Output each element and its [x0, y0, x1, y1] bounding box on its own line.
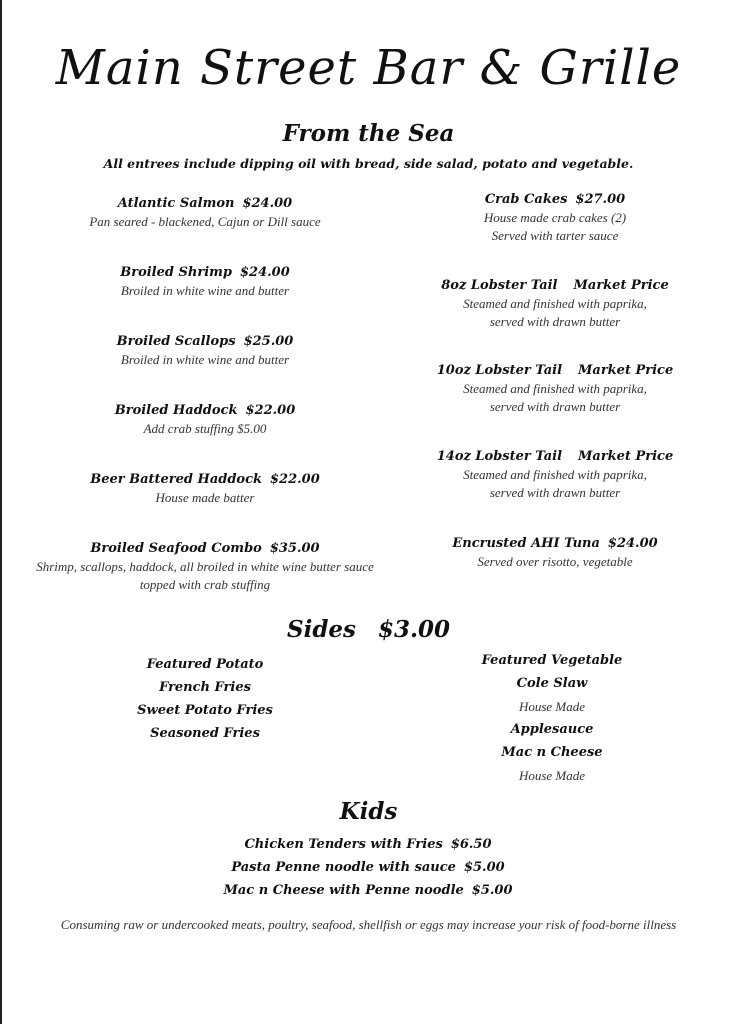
menu-item [410, 535, 700, 571]
menu-item [30, 540, 380, 594]
item-price: $27.00 [575, 192, 626, 207]
side-item: Sweet Potato Fries [137, 703, 273, 718]
side-item: Featured Vegetable [481, 653, 623, 668]
side-item: Cole Slaw [516, 676, 588, 691]
item-price: $5.00 [471, 883, 513, 898]
item-name: Encrusted AHI Tuna [452, 536, 600, 551]
item-description: Broiled in white wine and butter [120, 352, 290, 367]
side-item-note: House Made [518, 768, 586, 783]
item-price: $24.00 [607, 536, 658, 551]
item-name: 8oz Lobster Tail [441, 278, 558, 293]
item-price: $22.00 [245, 403, 296, 418]
item-description: Add crab stuffing $5.00 [143, 421, 267, 436]
item-description: served with drawn butter [489, 314, 621, 329]
menu-item [60, 333, 350, 369]
item-name: Broiled Haddock [114, 403, 238, 418]
sides-right-list [452, 649, 652, 787]
side-item: Mac n Cheese [501, 745, 603, 760]
menu-item [410, 277, 700, 331]
sea-heading: From the Sea [282, 120, 455, 147]
side-item: Featured Potato [146, 657, 264, 672]
scan-edge-line [0, 0, 2, 1024]
side-item: Seasoned Fries [150, 726, 260, 741]
item-name: Pasta Penne noodle with sauce [231, 860, 456, 875]
item-name: Beer Battered Haddock [90, 472, 263, 487]
menu-item [60, 471, 350, 507]
item-name: Mac n Cheese with Penne noodle [223, 883, 464, 898]
side-item-note: House Made [518, 699, 586, 714]
menu-item [410, 448, 700, 502]
item-name: Broiled Scallops [116, 334, 236, 349]
item-description: House made batter [155, 490, 255, 505]
kids-item [168, 856, 568, 879]
sides-heading [0, 616, 737, 643]
item-name: 14oz Lobster Tail [436, 449, 563, 464]
item-price: Market Price [578, 449, 674, 464]
menu-item [410, 191, 700, 245]
item-description: Broiled in white wine and butter [120, 283, 290, 298]
item-price: $25.00 [243, 334, 294, 349]
menu-item [60, 402, 350, 438]
item-description: Shrimp, scallops, haddock, all broiled in white wine butter sauce [36, 559, 374, 574]
item-price: $24.00 [242, 196, 293, 211]
item-name: Broiled Seafood Combo [90, 541, 262, 556]
sea-subtitle: All entrees include dipping oil with bread, side salad, potato and vegetable. [103, 156, 634, 171]
kids-item [168, 833, 568, 856]
item-name: Chicken Tenders with Fries [244, 837, 443, 852]
item-price: Market Price [573, 278, 669, 293]
menu-item [410, 362, 700, 416]
item-description: topped with crab stuffing [139, 577, 271, 592]
item-price: $24.00 [239, 265, 290, 280]
sides-left-list [105, 653, 305, 745]
menu-item [60, 195, 350, 231]
item-description: Served with tarter sauce [491, 228, 619, 243]
restaurant-title: Main Street Bar & Grille [55, 40, 682, 96]
item-description: Served over risotto, vegetable [477, 554, 633, 569]
item-description: House made crab cakes (2) [483, 210, 627, 225]
item-price: $6.50 [450, 837, 492, 852]
item-name: 10oz Lobster Tail [436, 363, 563, 378]
item-description: Steamed and finished with paprika, [463, 467, 647, 482]
item-price: $5.00 [463, 860, 505, 875]
item-description: Steamed and finished with paprika, [463, 381, 647, 396]
item-description: served with drawn butter [489, 485, 621, 500]
item-description: Pan seared - blackened, Cajun or Dill sauce [89, 214, 321, 229]
menu-item [60, 264, 350, 300]
food-safety-disclaimer: Consuming raw or undercooked meats, poultry, seafood, shellfish or eggs may increase your risk of food-borne illness [60, 917, 677, 932]
side-item: French Fries [159, 680, 251, 695]
item-price: $22.00 [270, 472, 320, 487]
kids-list [168, 833, 568, 902]
item-name: Broiled Shrimp [120, 265, 232, 280]
item-name: Atlantic Salmon [117, 196, 235, 211]
item-price: $35.00 [269, 541, 320, 556]
side-item: Applesauce [510, 722, 594, 737]
kids-heading: Kids [339, 798, 398, 825]
item-description: Steamed and finished with paprika, [463, 296, 647, 311]
sides-heading-label: Sides [286, 616, 356, 643]
item-name: Crab Cakes [484, 192, 568, 207]
sides-price: $3.00 [378, 616, 451, 643]
item-price: Market Price [578, 363, 674, 378]
item-description: served with drawn butter [489, 399, 621, 414]
kids-item [168, 879, 568, 902]
